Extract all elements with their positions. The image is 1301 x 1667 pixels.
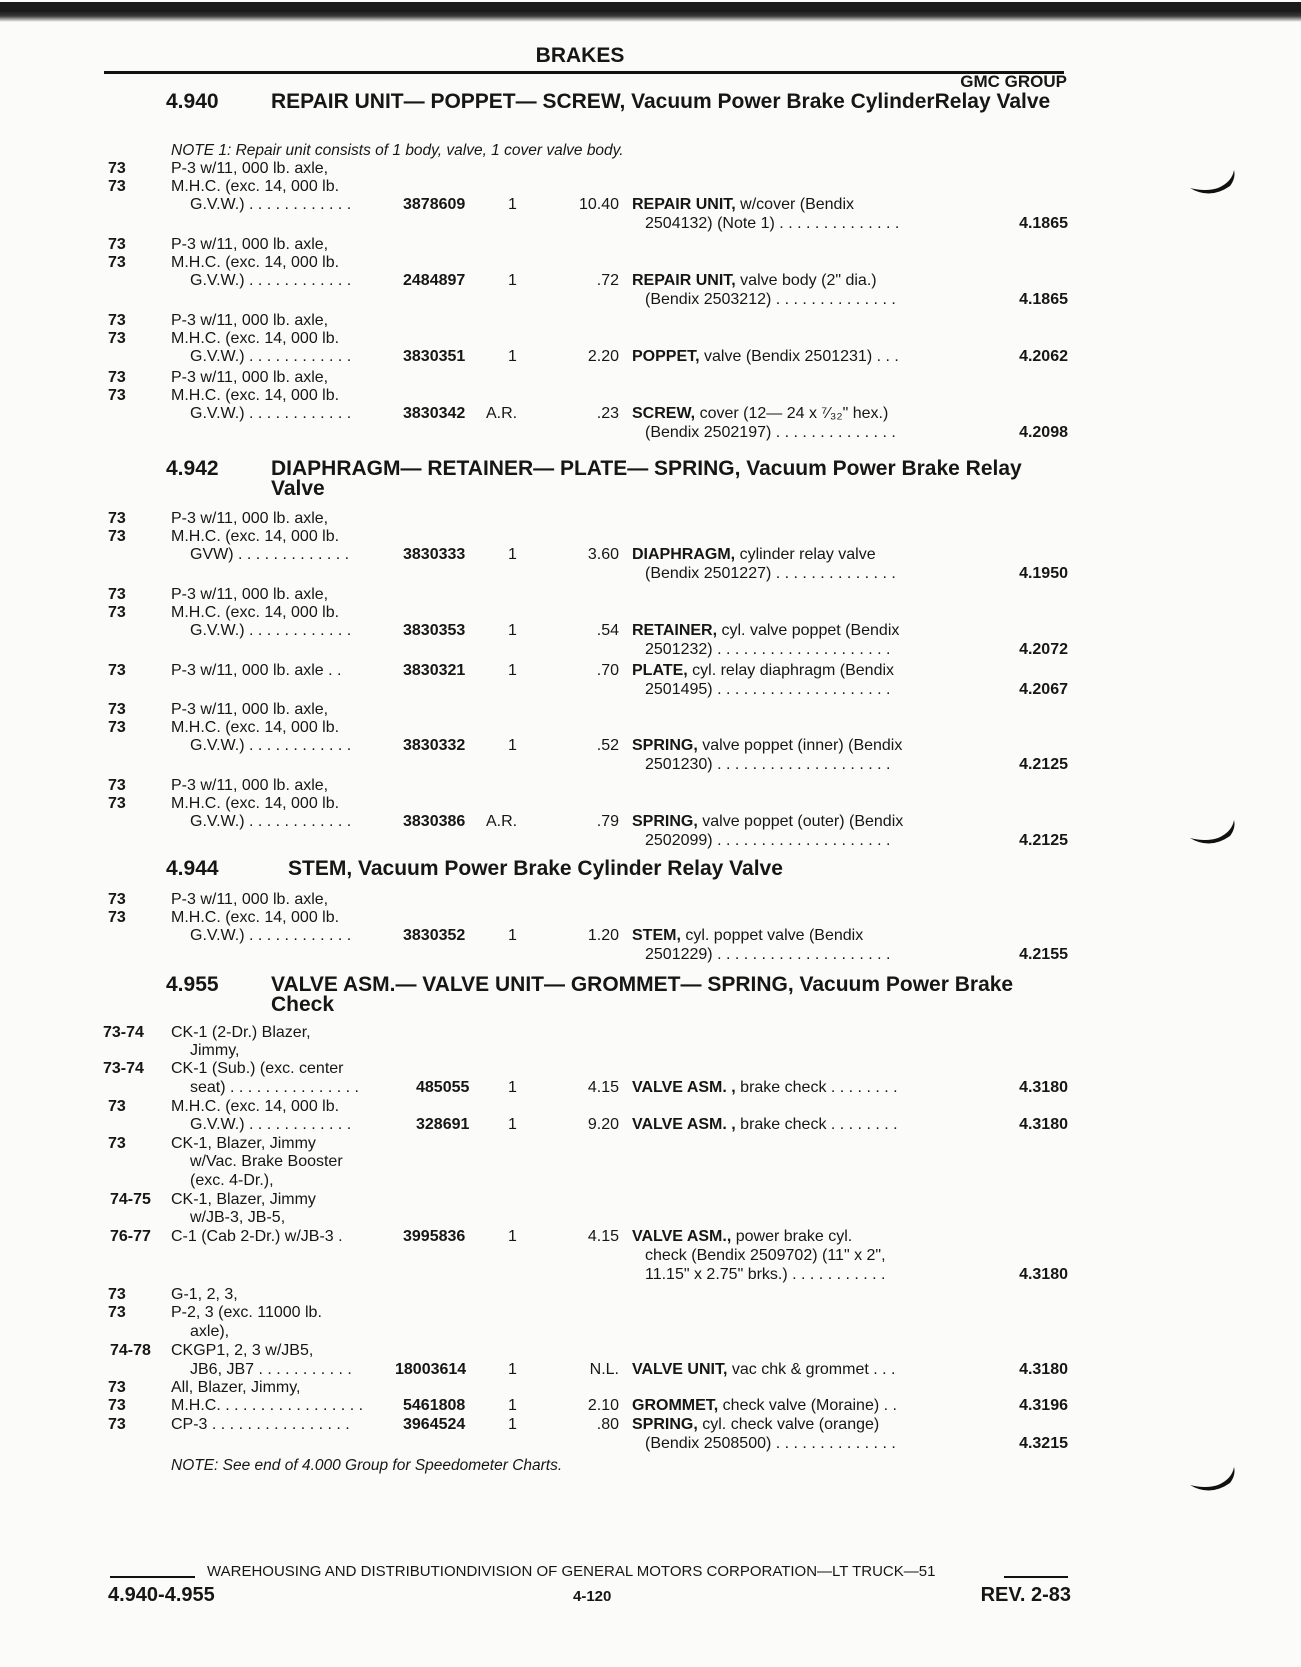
- part-number: 18003614: [395, 1361, 467, 1378]
- year: 74-75: [110, 1191, 151, 1208]
- part-number: 328691: [416, 1116, 470, 1133]
- model: GVW) . . . . . . . . . . . . .: [190, 546, 350, 563]
- description: [632, 347, 899, 366]
- part-name: POPPET,: [632, 348, 700, 365]
- description-text: cyl. relay diaphragm (Bendix: [692, 662, 895, 679]
- price: .23: [596, 405, 619, 422]
- year: 73: [108, 510, 126, 527]
- description: [632, 1415, 879, 1434]
- part-number: 3830352: [403, 927, 466, 944]
- group-number: 4.3180: [1019, 1266, 1068, 1283]
- group-number: 4.2062: [1019, 348, 1068, 365]
- model: P-3 w/11, 000 lb. axle . .: [171, 662, 342, 679]
- heading-number: 4.940: [166, 90, 219, 113]
- group-number: 4.2098: [1019, 424, 1068, 441]
- model: P-3 w/11, 000 lb. axle,: [171, 586, 329, 603]
- heading-number: 4.955: [166, 973, 219, 996]
- quantity: A.R.: [486, 405, 518, 422]
- year: 73: [108, 1416, 126, 1433]
- year: 73: [108, 312, 126, 329]
- model: (exc. 4-Dr.),: [190, 1172, 274, 1189]
- heading-title: STEM, Vacuum Power Brake Cylinder Relay Valve: [288, 857, 783, 880]
- price: 2.20: [587, 348, 619, 365]
- model: M.H.C. (exc. 14, 000 lb.: [171, 719, 340, 736]
- price: .72: [596, 272, 619, 289]
- year: 73: [108, 586, 126, 603]
- model: P-3 w/11, 000 lb. axle,: [171, 510, 329, 527]
- model: w/JB-3, JB-5,: [190, 1209, 286, 1226]
- model: P-3 w/11, 000 lb. axle,: [171, 369, 329, 386]
- description-text: (Bendix 2508500) . . . . . . . . . . . . . .: [645, 1435, 896, 1452]
- part-number: 3830342: [403, 405, 466, 422]
- model: P-3 w/11, 000 lb. axle,: [171, 891, 329, 908]
- description-text: cyl. valve poppet (Bendix: [721, 622, 900, 639]
- quantity: 1: [508, 622, 517, 639]
- description-text: cylinder relay valve: [739, 546, 876, 563]
- description-text: valve body (2" dia.): [740, 272, 877, 289]
- model: M.H.C. (exc. 14, 000 lb.: [171, 604, 340, 621]
- description-text: 2501495) . . . . . . . . . . . . . . . . . . . .: [645, 681, 891, 698]
- part-name: REPAIR UNIT,: [632, 196, 736, 213]
- part-name: VALVE ASM.,: [632, 1228, 732, 1245]
- price: .70: [596, 662, 619, 679]
- part-name: VALVE ASM. ,: [632, 1116, 736, 1133]
- year: 73: [108, 662, 126, 679]
- model: G.V.W.) . . . . . . . . . . . .: [190, 272, 352, 289]
- group-number: 4.3215: [1019, 1435, 1068, 1452]
- description: [632, 271, 877, 290]
- binder-mark-icon: [1188, 1465, 1238, 1499]
- note: NOTE 1: Repair unit consists of 1 body, valve, 1 cover valve body.: [171, 142, 624, 159]
- model: CK-1 (2-Dr.) Blazer,: [171, 1024, 311, 1041]
- group-number: 4.2155: [1019, 946, 1068, 963]
- description-text: (Bendix 2501227) . . . . . . . . . . . . . .: [645, 565, 896, 582]
- quantity: 1: [508, 546, 517, 563]
- part-name: VALVE ASM. ,: [632, 1079, 736, 1096]
- year: 73: [108, 777, 126, 794]
- year: 76-77: [110, 1228, 151, 1245]
- model: w/Vac. Brake Booster: [190, 1153, 343, 1170]
- footer-line: WAREHOUSING AND DISTRIBUTIONDIVISION OF GENERAL MOTORS CORPORATION—LT TRUCK—51: [207, 1563, 936, 1580]
- model: P-3 w/11, 000 lb. axle,: [171, 160, 329, 177]
- model: G.V.W.) . . . . . . . . . . . .: [190, 813, 352, 830]
- year: 73: [108, 178, 126, 195]
- binder-mark-icon: [1188, 818, 1238, 852]
- part-number: 3830332: [403, 737, 466, 754]
- description-text: valve poppet (inner) (Bendix: [702, 737, 903, 754]
- model: C-1 (Cab 2-Dr.) w/JB-3 .: [171, 1228, 343, 1245]
- description-text: 2501229) . . . . . . . . . . . . . . . . . . . .: [645, 946, 891, 963]
- description-text: brake check . . . . . . . .: [740, 1079, 898, 1096]
- group-number: 4.2125: [1019, 832, 1068, 849]
- model: P-3 w/11, 000 lb. axle,: [171, 701, 329, 718]
- group-number: 4.2125: [1019, 756, 1068, 773]
- model: CKGP1, 2, 3 w/JB5,: [171, 1342, 314, 1359]
- quantity: 1: [508, 1397, 517, 1414]
- quantity: 1: [508, 1079, 517, 1096]
- part-name: STEM,: [632, 927, 681, 944]
- quantity: 1: [508, 1416, 517, 1433]
- part-name: SPRING,: [632, 1416, 698, 1433]
- model: G.V.W.) . . . . . . . . . . . .: [190, 927, 352, 944]
- model: M.H.C. (exc. 14, 000 lb.: [171, 528, 340, 545]
- year: 73: [108, 369, 126, 386]
- price: .80: [596, 1416, 619, 1433]
- part-number: 3964524: [403, 1416, 466, 1433]
- model: G.V.W.) . . . . . . . . . . . .: [190, 405, 352, 422]
- model: G.V.W.) . . . . . . . . . . . .: [190, 1116, 352, 1133]
- section-title: BRAKES: [535, 44, 625, 67]
- model: M.H.C. (exc. 14, 000 lb.: [171, 330, 340, 347]
- description-text: (Bendix 2503212) . . . . . . . . . . . . . .: [645, 291, 896, 308]
- group-number: 4.1865: [1019, 291, 1068, 308]
- footer-revision: REV. 2-83: [980, 1584, 1071, 1606]
- heading-title: REPAIR UNIT— POPPET— SCREW, Vacuum Power Brake CylinderRelay Valve: [271, 90, 1051, 113]
- year: 73: [108, 528, 126, 545]
- part-number: 3830351: [403, 348, 466, 365]
- part-name: SPRING,: [632, 737, 698, 754]
- year: 73: [108, 236, 126, 253]
- quantity: 1: [508, 1361, 517, 1378]
- description: [632, 195, 854, 214]
- description-text: 11.15" x 2.75" brks.) . . . . . . . . . . .: [645, 1266, 886, 1283]
- model: P-3 w/11, 000 lb. axle,: [171, 777, 329, 794]
- group-number: 4.3180: [1019, 1361, 1068, 1378]
- description-text: w/cover (Bendix: [740, 196, 854, 213]
- description-text: valve (Bendix 2501231) . . .: [704, 348, 899, 365]
- group-number: 4.2067: [1019, 681, 1068, 698]
- description-text: cover (12— 24 x ⁷⁄₃₂" hex.): [699, 405, 889, 422]
- heading-title: VALVE ASM.— VALVE UNIT— GROMMET— SPRING, Vacuum Power Brake Check: [271, 973, 1014, 1016]
- year: 73: [108, 1397, 126, 1414]
- part-name: SPRING,: [632, 813, 698, 830]
- price: .52: [596, 737, 619, 754]
- part-name: DIAPHRAGM,: [632, 546, 736, 563]
- year: 73: [108, 1304, 126, 1321]
- footer-rule-right: [1004, 1576, 1068, 1578]
- year: 73: [108, 604, 126, 621]
- price: 1.20: [587, 927, 619, 944]
- part-number: 3830353: [403, 622, 466, 639]
- model: All, Blazer, Jimmy,: [171, 1379, 301, 1396]
- description-text: brake check . . . . . . . .: [740, 1116, 898, 1133]
- part-name: REPAIR UNIT,: [632, 272, 736, 289]
- model: G.V.W.) . . . . . . . . . . . .: [190, 737, 352, 754]
- group-number: 4.3180: [1019, 1116, 1068, 1133]
- price: .54: [596, 622, 619, 639]
- footer-section-range: 4.940-4.955: [108, 1584, 215, 1606]
- description: [632, 1227, 852, 1246]
- price: 3.60: [587, 546, 619, 563]
- description: [632, 661, 894, 680]
- year: 73: [108, 1379, 126, 1396]
- description-text: 2504132) (Note 1) . . . . . . . . . . . . . .: [645, 215, 900, 232]
- year: 73: [108, 701, 126, 718]
- group-number: 4.3180: [1019, 1079, 1068, 1096]
- heading-title: DIAPHRAGM— RETAINER— PLATE— SPRING, Vacuum Power Brake Relay Valve: [271, 457, 1022, 500]
- part-name: VALVE UNIT,: [632, 1361, 728, 1378]
- group-label: GMC GROUP: [960, 72, 1067, 91]
- price: 10.40: [578, 196, 619, 213]
- part-number: 485055: [416, 1079, 470, 1096]
- part-number: 3830321: [403, 662, 466, 679]
- description-text: vac chk & grommet . . .: [731, 1361, 896, 1378]
- model: M.H.C. (exc. 14, 000 lb.: [171, 1098, 340, 1115]
- model: G.V.W.) . . . . . . . . . . . .: [190, 348, 352, 365]
- model: axle),: [190, 1323, 230, 1340]
- quantity: 1: [508, 196, 517, 213]
- model: JB6, JB7 . . . . . . . . . . .: [190, 1361, 352, 1378]
- footer-page-number: 4-120: [573, 1588, 612, 1605]
- description-text: (Bendix 2502197) . . . . . . . . . . . . . .: [645, 424, 896, 441]
- scan-top-edge: [0, 2, 1301, 22]
- model: M.H.C. (exc. 14, 000 lb.: [171, 254, 340, 271]
- quantity: 1: [508, 272, 517, 289]
- model: M.H.C. (exc. 14, 000 lb.: [171, 795, 340, 812]
- footer-rule-left: [110, 1576, 195, 1578]
- part-number: 3830386: [403, 813, 466, 830]
- year: 73-74: [103, 1024, 144, 1041]
- description-text: power brake cyl.: [735, 1228, 853, 1245]
- part-name: RETAINER,: [632, 622, 718, 639]
- heading-number: 4.944: [166, 857, 219, 880]
- description: [632, 1360, 895, 1379]
- quantity: 1: [508, 1116, 517, 1133]
- year: 73: [108, 891, 126, 908]
- group-number: 4.3196: [1019, 1397, 1068, 1414]
- note: NOTE: See end of 4.000 Group for Speedometer Charts.: [171, 1457, 563, 1474]
- price: 2.10: [587, 1397, 619, 1414]
- heading-number: 4.942: [166, 457, 219, 480]
- description-text: check (Bendix 2509702) (11" x 2",: [645, 1247, 886, 1264]
- group-number: 4.2072: [1019, 641, 1068, 658]
- description: [632, 621, 899, 640]
- part-name: PLATE,: [632, 662, 688, 679]
- quantity: 1: [508, 737, 517, 754]
- year: 73: [108, 254, 126, 271]
- quantity: 1: [508, 662, 517, 679]
- description: [632, 404, 888, 423]
- part-number: 5461808: [403, 1397, 466, 1414]
- description-text: check valve (Moraine) . .: [722, 1397, 897, 1414]
- part-number: 3995836: [403, 1228, 466, 1245]
- model: M.H.C. (exc. 14, 000 lb.: [171, 178, 340, 195]
- quantity: 1: [508, 348, 517, 365]
- part-name: SCREW,: [632, 405, 696, 422]
- description: [632, 1078, 898, 1097]
- part-number: 2484897: [403, 272, 466, 289]
- model: M.H.C. . . . . . . . . . . . . . . . .: [171, 1397, 364, 1414]
- model: Jimmy,: [190, 1042, 240, 1059]
- price: .79: [596, 813, 619, 830]
- description: [632, 812, 903, 831]
- quantity: 1: [508, 927, 517, 944]
- description: [632, 926, 863, 945]
- model: M.H.C. (exc. 14, 000 lb.: [171, 387, 340, 404]
- price: 4.15: [587, 1228, 619, 1245]
- part-number: 3830333: [403, 546, 466, 563]
- group-number: 4.1950: [1019, 565, 1068, 582]
- year: 73: [108, 1135, 126, 1152]
- description-text: cyl. check valve (orange): [702, 1416, 880, 1433]
- binder-mark-icon: [1188, 168, 1238, 202]
- year: 73: [108, 1098, 126, 1115]
- description: [632, 736, 902, 755]
- model: seat) . . . . . . . . . . . . . . .: [190, 1079, 359, 1096]
- quantity: A.R.: [486, 813, 518, 830]
- price: N.L.: [589, 1361, 619, 1378]
- model: G-1, 2, 3,: [171, 1286, 238, 1303]
- description-text: 2502099) . . . . . . . . . . . . . . . . . . . .: [645, 832, 891, 849]
- model: CK-1, Blazer, Jimmy: [171, 1191, 316, 1208]
- description: [632, 1396, 897, 1415]
- description-text: cyl. poppet valve (Bendix: [685, 927, 864, 944]
- model: CK-1 (Sub.) (exc. center: [171, 1060, 344, 1077]
- year: 73: [108, 1286, 126, 1303]
- model: CK-1, Blazer, Jimmy: [171, 1135, 316, 1152]
- model: P-3 w/11, 000 lb. axle,: [171, 312, 329, 329]
- description-text: valve poppet (outer) (Bendix: [702, 813, 904, 830]
- price: 4.15: [587, 1079, 619, 1096]
- year: 73: [108, 719, 126, 736]
- model: G.V.W.) . . . . . . . . . . . .: [190, 196, 352, 213]
- header-rule: [104, 71, 1064, 74]
- description-text: 2501232) . . . . . . . . . . . . . . . . . . . .: [645, 641, 891, 658]
- part-number: 3878609: [403, 196, 466, 213]
- description: [632, 1115, 898, 1134]
- model: M.H.C. (exc. 14, 000 lb.: [171, 909, 340, 926]
- part-name: GROMMET,: [632, 1397, 719, 1414]
- quantity: 1: [508, 1228, 517, 1245]
- model: G.V.W.) . . . . . . . . . . . .: [190, 622, 352, 639]
- year: 73: [108, 909, 126, 926]
- group-number: 4.1865: [1019, 215, 1068, 232]
- year: 73: [108, 795, 126, 812]
- description: [632, 545, 876, 564]
- model: CP-3 . . . . . . . . . . . . . . . .: [171, 1416, 350, 1433]
- model: P-3 w/11, 000 lb. axle,: [171, 236, 329, 253]
- year: 73: [108, 387, 126, 404]
- model: P-2, 3 (exc. 11000 lb.: [171, 1304, 322, 1321]
- year: 73-74: [103, 1060, 144, 1077]
- year: 73: [108, 330, 126, 347]
- description-text: 2501230) . . . . . . . . . . . . . . . . . . . .: [645, 756, 891, 773]
- year: 73: [108, 160, 126, 177]
- year: 74-78: [110, 1342, 151, 1359]
- price: 9.20: [587, 1116, 619, 1133]
